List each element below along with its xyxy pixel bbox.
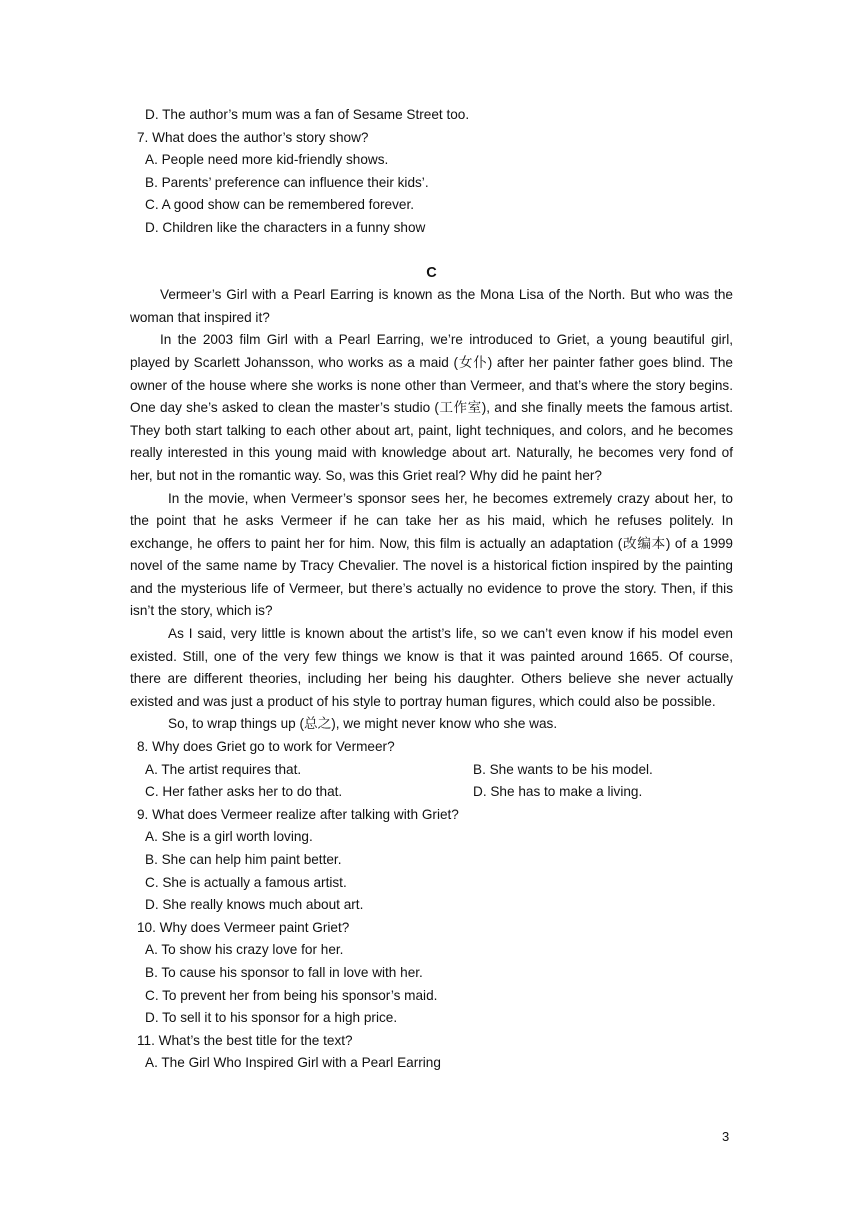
q7-option-d: D. Children like the characters in a funny show [145,219,426,235]
q7-option-c: C. A good show can be remembered forever. [145,197,415,213]
q8-option-c: C. Her father asks her to do that. [145,784,343,800]
q9-option-c: C. She is actually a famous artist. [145,874,347,890]
paragraph-5: So, to wrap things up (总之), we might never know who she was. [168,716,558,732]
page-number: 3 [722,1129,730,1144]
page-content [130,104,733,1075]
section-gap [130,240,733,262]
q9-stem: 9. What does Vermeer realize after talking with Griet? [137,806,459,822]
q10-stem: 10. Why does Vermeer paint Griet? [137,919,350,935]
paragraph-4: As I said, very little is known about the artist’s life, so we can’t even know if his model even existed. Still, one of the very few things we know is that it was painted around 1665. Of course, there are different theories, including her being his daughter. Others believe she never actually existed and was just a product of his style to portray human figures, which could also be possible. [130,626,733,709]
q10-option-a: A. To show his crazy love for her. [145,942,344,958]
q9-option-a: A. She is a girl worth loving. [145,829,313,845]
q8-options-row-1 [130,759,733,782]
q9-option-d: D. She really knows much about art. [145,897,364,913]
q8-options-row-2 [130,781,733,804]
q7-stem: 7. What does the author’s story show? [137,129,369,145]
q8-option-b: B. She wants to be his model. [473,761,653,777]
paragraph-1: Vermeer’s Girl with a Pearl Earring is known as the Mona Lisa of the North. But who was the woman that inspired it? [130,287,733,325]
q7-option-a: A. People need more kid-friendly shows. [145,152,389,168]
q8-option-a: A. The artist requires that. [145,761,302,777]
q8-stem: 8. Why does Griet go to work for Vermeer? [137,739,395,755]
q7-option-b: B. Parents’ preference can influence their kids’. [145,174,429,190]
q8-option-d: D. She has to make a living. [473,784,643,800]
q10-option-b: B. To cause his sponsor to fall in love with her. [145,964,423,980]
paragraph-3: In the movie, when Vermeer’s sponsor sees her, he becomes extremely crazy about her, to the point that he asks Vermeer if he can take her as his maid, which he refuses politely. In exchange, he offers to paint her for him. Now, this film is actually an adaptation (改编本) of a 1999 novel of the same name by Tracy Chevalier. The novel is a historical fiction inspired by the painting and the mysterious life of Vermeer, but there’s actually no evidence to prove the story. Then, if this isn’t the story, which is? [130,490,733,619]
q10-option-c: C. To prevent her from being his sponsor’s maid. [145,987,438,1003]
q11-option-a: A. The Girl Who Inspired Girl with a Pearl Earring [145,1055,441,1071]
q11-stem: 11. What’s the best title for the text? [137,1032,353,1048]
q10-option-d: D. To sell it to his sponsor for a high price. [145,1010,398,1026]
q9-option-b: B. She can help him paint better. [145,852,342,867]
q6-option-d: D. The author’s mum was a fan of Sesame Street too. [145,107,470,122]
section-heading: C [426,264,437,281]
paragraph-2: In the 2003 film Girl with a Pearl Earring, we’re introduced to Griet, a young beautiful girl, played by Scarlett Johansson, who works as a maid (女仆) after her painter father goes blind. The owner of the house where she works is none other than Vermeer, and that’s where the story begins. One day she’s asked to clean the master’s studio (工作室), and she finally meets the famous artist. They both start talking to each other about art, paint, light techniques, and colors, and he becomes really interested in this young maid with knowledge about art. Naturally, he becomes very fond of her, but not in the romantic way. So, was this Griet real? Why did he paint her? [130,332,733,483]
